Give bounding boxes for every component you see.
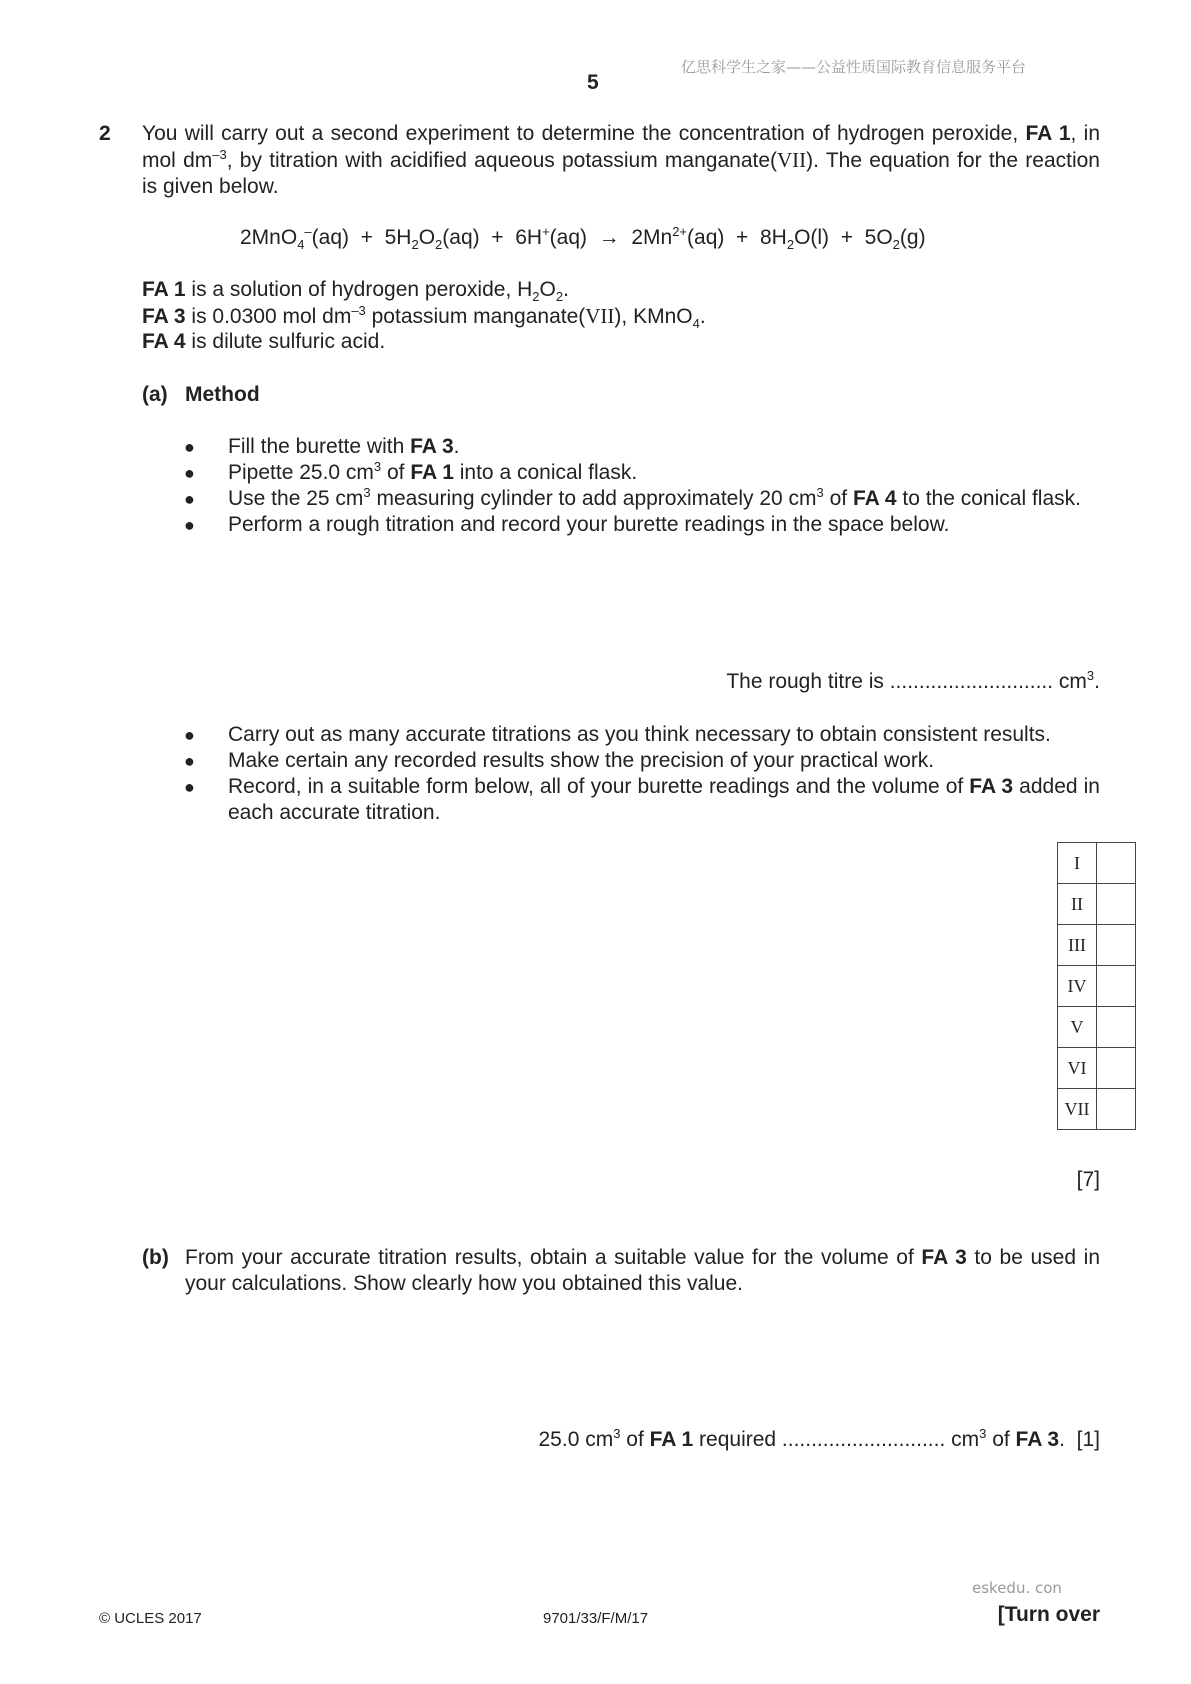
list-item: ● Make certain any recorded results show the precision of your practical work. [184,749,935,772]
list-item: ● Fill the burette with FA 3. [184,435,460,458]
rough-titre-answer-line: The rough titre is ............................ $cm^3$. [726,668,1100,693]
marking-grid-label: IV [1058,966,1097,1007]
list-item: ● Use the 25 $cm^3$ measuring cylinder to add approximately 20 $cm^3$ of FA 4 to the conical flask. [184,485,1081,510]
question-intro: You will carry out a second experiment to determine the concentration of hydrogen peroxide, FA 1, in mol $dm^{-3}$, by titration with acidified aqueous potassium manganate(VII). The equation for the reaction is given below. [142,122,1101,198]
watermark-bottom: eskedu. con [972,1579,1062,1597]
part-b-label: (b) [142,1246,169,1269]
list-item: ● Perform a rough titration and record your burette readings in the space below. [184,513,950,536]
reaction-equation: $2MnO_4^-(aq) + 5H_2O_2(aq) + 6H^+(aq) \to 2Mn^{2+}(aq) + 8H_2O(l) + 5O_2(g)$ [240,224,926,252]
list-item: ● Pipette 25.0 $cm^3$ of FA 1 into a conical flask. [184,459,638,484]
copyright: © UCLES 2017 [99,1610,202,1627]
marking-grid-box [1097,1007,1136,1048]
marking-grid-label: VII [1058,1089,1097,1130]
marking-grid-box [1097,1089,1136,1130]
method-bullets [184,434,1100,538]
part-a-marks: [7] [1076,1168,1100,1191]
marking-grid-label: II [1058,884,1097,925]
paper-code: 9701/33/F/M/17 [543,1610,649,1627]
marking-grid-label: V [1058,1007,1097,1048]
accurate-titration-bullets [184,722,1100,826]
question-number: 2 [99,122,111,145]
part-b-answer-line: 25.0 $cm^3$ of FA 1 required ............................ $cm^3$ of FA 3. [1] [538,1426,1100,1451]
page-number: 5 [587,71,599,94]
part-a-heading: Method [185,383,260,406]
marking-grid-label: III [1058,925,1097,966]
marking-grid-label: VI [1058,1048,1097,1089]
definition-fa3: FA 3 is 0.0300 mol $dm^{-3}$ potassium manganate(VII), KMnO$_4$. [142,303,706,331]
marking-grid [1057,842,1136,1130]
list-item: ● Record, in a suitable form below, all of your burette readings and the volume of FA 3 added in each accurate titration. [184,775,1100,824]
marking-grid-box [1097,925,1136,966]
marking-grid-label: I [1058,843,1097,884]
part-b-marks: [1] [1076,1428,1100,1451]
part-b-text: From your accurate titration results, obtain a suitable value for the volume of FA 3 to be used in your calculations. Show clearly how you obtained this value. [185,1246,1101,1295]
definition-fa1: FA 1 is a solution of hydrogen peroxide, $H_2O_2$. [142,278,569,304]
marking-grid-box [1097,966,1136,1007]
part-a-label: (a) [142,383,168,406]
marking-grid-box [1097,1048,1136,1089]
list-item: ● Carry out as many accurate titrations as you think necessary to obtain consistent results. [184,723,1051,746]
definition-fa4: FA 4 is dilute sulfuric acid. [142,330,386,353]
marking-grid-box [1097,884,1136,925]
turn-over: [Turn over [997,1603,1100,1626]
marking-grid-box [1097,843,1136,884]
watermark-top: 亿思科学生之家——公益性质国际教育信息服务平台 [681,58,1027,76]
